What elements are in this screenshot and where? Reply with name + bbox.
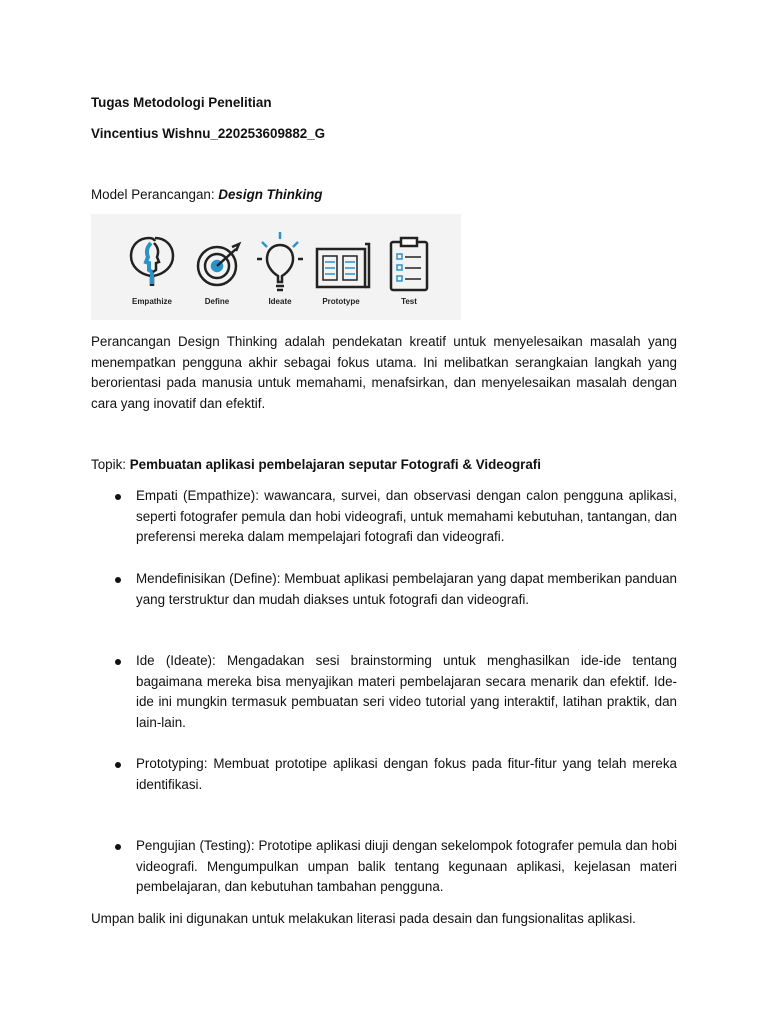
test-clipboard-icon bbox=[391, 238, 427, 290]
bullet-icon bbox=[115, 762, 121, 768]
closing-paragraph: Umpan balik ini digunakan untuk melakukan literasi pada desain dan fungsionalitas aplikasi. bbox=[91, 911, 636, 926]
step-empathize: Empati (Empathize): wawancara, survei, dan observasi dengan calon pengguna aplikasi, seperti fotografer pemula dan hobi videografi, untuk memahami kebutuhan, tantangan, dan preferensi mereka dalam mempelajari fotografi dan videografi. bbox=[136, 488, 677, 544]
prototype-blueprint-icon bbox=[317, 244, 369, 287]
bullet-icon bbox=[115, 844, 121, 850]
model-value: Design Thinking bbox=[218, 187, 323, 202]
list-item bbox=[136, 754, 677, 795]
list-item bbox=[136, 486, 677, 548]
list-item bbox=[136, 836, 677, 898]
ideate-lightbulb-icon bbox=[257, 232, 303, 290]
intro-paragraph: Perancangan Design Thinking adalah pendekatan kreatif untuk menyelesaikan masalah yang menempatkan pengguna akhir sebagai fokus utama. Ini melibatkan serangkaian langkah yang berorientasi pada manusia untuk memahami, menafsirkan, dan menyelesaikan masalah dengan cara yang inovatif dan efektif. bbox=[91, 334, 677, 411]
step-testing: Pengujian (Testing): Prototipe aplikasi diuji dengan sekelompok fotografer pemula dan hobi videografi. Mengumpulkan umpan balik tentang kegunaan aplikasi, kejelasan materi pembelajaran, dan kebutuhan tambahan pengguna. bbox=[136, 838, 677, 894]
step-ideate: Ide (Ideate): Mengadakan sesi brainstorming untuk menghasilkan ide-ide tentang bagaimana mereka bisa menyajikan materi pembelajaran secara menarik dan efektif. Ide-ide ini mungkin termasuk pembuatan seri video tutorial yang interaktif, latihan praktik, dan lain-lain. bbox=[136, 653, 677, 730]
empathize-heads-icon bbox=[131, 238, 173, 286]
document-title: Tugas Metodologi Penelitian bbox=[91, 95, 272, 110]
figure-label-empathize: Empathize bbox=[131, 297, 173, 306]
bullet-icon bbox=[115, 577, 121, 583]
model-line bbox=[91, 186, 322, 204]
figure-label-prototype: Prototype bbox=[322, 297, 360, 306]
model-label: Model Perancangan: bbox=[91, 187, 219, 202]
list-item bbox=[136, 569, 677, 610]
design-thinking-figure bbox=[91, 214, 461, 320]
step-prototype: Prototyping: Membuat prototipe aplikasi dengan fokus pada fitur-fitur yang telah mereka identifikasi. bbox=[136, 756, 677, 792]
author-line: Vincentius Wishnu_220253609882_G bbox=[91, 126, 326, 141]
step-define: Mendefinisikan (Define): Membuat aplikasi pembelajaran yang dapat memberikan panduan yang terstruktur dan mudah diakses untuk fotografi dan videografi. bbox=[136, 571, 677, 607]
figure-label-test: Test bbox=[401, 297, 417, 306]
topic-line bbox=[91, 456, 541, 474]
figure-label-ideate: Ideate bbox=[268, 297, 292, 306]
topic-value: Pembuatan aplikasi pembelajaran seputar Fotografi & Videografi bbox=[129, 457, 541, 472]
list-item bbox=[136, 651, 677, 733]
bullet-icon bbox=[115, 494, 121, 500]
topic-label: Topik: bbox=[91, 457, 130, 472]
bullet-icon bbox=[115, 659, 121, 665]
define-target-icon bbox=[198, 244, 239, 285]
figure-label-define: Define bbox=[204, 297, 230, 306]
